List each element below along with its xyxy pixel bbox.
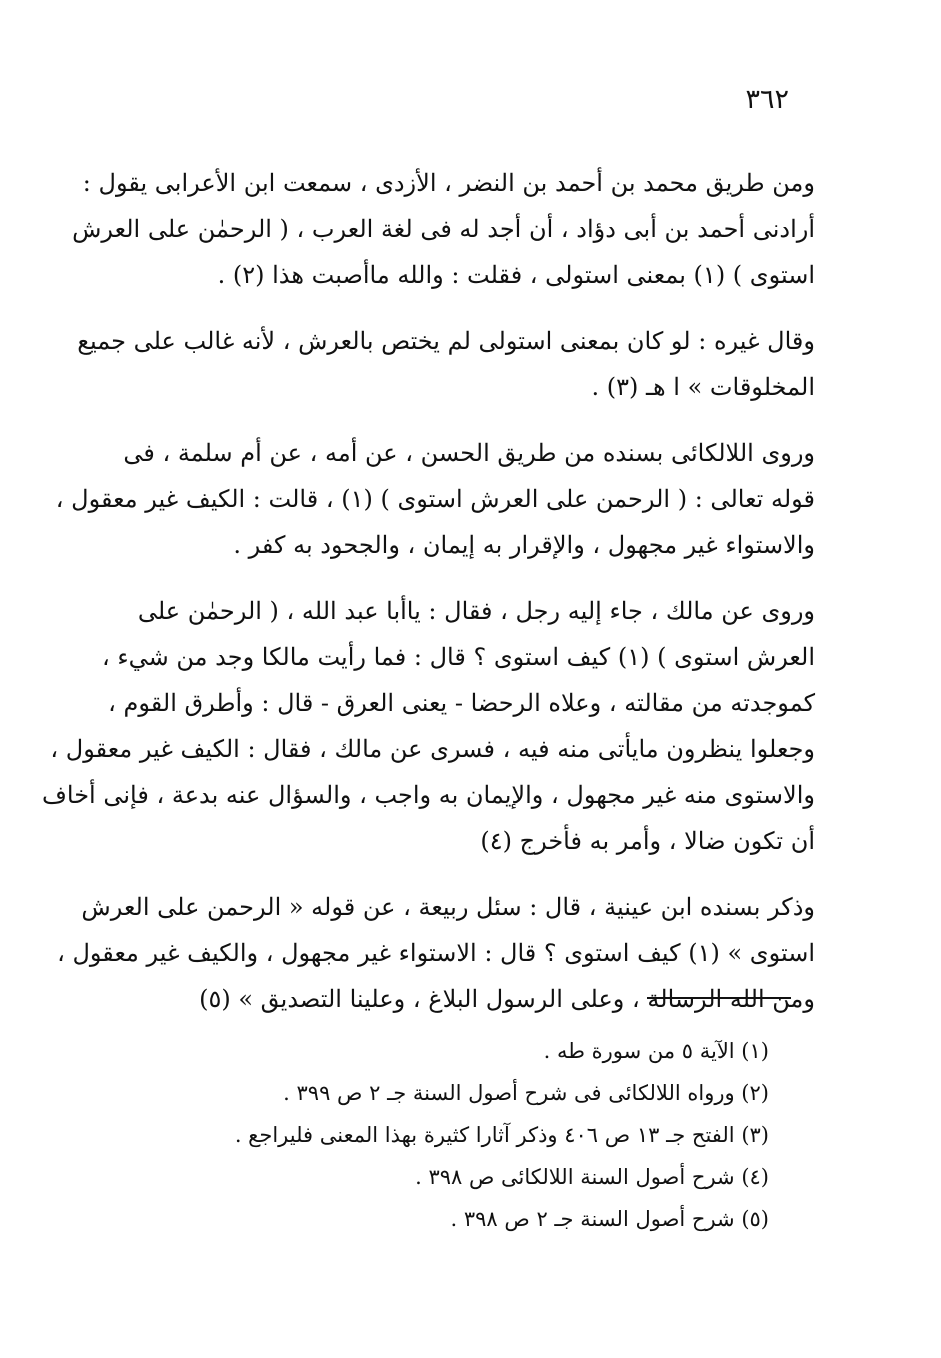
text-line: المخلوقات » ا هـ (٣) . [591, 373, 815, 401]
paragraph-4 [42, 588, 815, 864]
footnote-2: (٢) ورواه اللالكائى فى شرح أصول السنة جـ ٢ ص ٣٩٩ . [283, 1081, 769, 1105]
footnote-divider [647, 997, 791, 999]
text-line: أن تكون ضالا ، وأمر به فأخرج (٤) [480, 827, 815, 855]
text-line: استوى ) (١) بمعنى استولى ، فقلت : والله ماأصبت هذا (٢) . [217, 261, 815, 289]
text-line: وروى عن مالك ، جاء إليه رجل ، فقال : ياأبا عبد الله ، ( الرحمٰن على [137, 597, 815, 625]
text-line: وروى اللالكائى بسنده من طريق الحسن ، عن أمه ، عن أم سلمة ، فى [123, 439, 815, 467]
footnotes [129, 1030, 769, 1240]
text-line: والاستوى منه غير مجهول ، والإيمان به واجب ، والسؤال عنه بدعة ، فإنى أخاف [42, 781, 815, 809]
paragraph-1 [72, 160, 815, 298]
text-line: وقال غيره : لو كان بمعنى استولى لم يختص بالعرش ، لأنه غالب على جميع [77, 327, 815, 355]
text-line: والاستواء غير مجهول ، والإقرار به إيمان ، والجحود به كفر . [233, 531, 815, 559]
footnote-3: (٣) الفتح جـ ١٣ ص ٤٠٦ وذكر آثارا كثيرة بهذا المعنى فليراجع . [234, 1123, 769, 1147]
text-line: قوله تعالى : ( الرحمن على العرش استوى ) (١) ، قالت : الكيف غير معقول ، [55, 485, 815, 513]
text-line: وذكر بسنده ابن عينية ، قال : سئل ربيعة ، عن قوله « الرحمن على العرش [81, 893, 815, 921]
text-line: وجعلوا ينظرون مايأتى منه فيه ، فسرى عن مالك ، فقال : الكيف غير معقول ، [50, 735, 815, 763]
text-line: استوى » (١) كيف استوى ؟ قال : الاستواء غير مجهول ، والكيف غير معقول ، [57, 939, 815, 967]
page-number: ٣٦٢ [745, 84, 789, 115]
text-line: كموجدته من مقالته ، وعلاه الرحضا - يعنى العرق - قال : وأطرق القوم ، [108, 689, 815, 717]
footnote-4: (٤) شرح أصول السنة اللالكائى ص ٣٩٨ . [415, 1165, 769, 1189]
footnote-1: (١) الآية ٥ من سورة طه . [543, 1039, 769, 1063]
paragraph-2 [77, 318, 815, 410]
main-text [42, 160, 815, 1042]
footnote-5: (٥) شرح أصول السنة جـ ٢ ص ٣٩٨ . [450, 1207, 769, 1231]
paragraph-3 [55, 430, 815, 568]
text-line: ومن طريق محمد بن أحمد بن النضر ، الأزدى ، سمعت ابن الأعرابى يقول : [82, 169, 815, 197]
text-line: أرادنى أحمد بن أبى دؤاد ، أن أجد له فى لغة العرب ، ( الرحمٰن على العرش [72, 215, 815, 243]
paragraph-5 [57, 884, 815, 1022]
text-line: ومن الله الرسالة ، وعلى الرسول البلاغ ، وعلينا التصديق » (٥) [199, 985, 815, 1013]
text-line: العرش استوى ) (١) كيف استوى ؟ قال : فما رأيت مالكا وجد من شيء ، [102, 643, 815, 671]
